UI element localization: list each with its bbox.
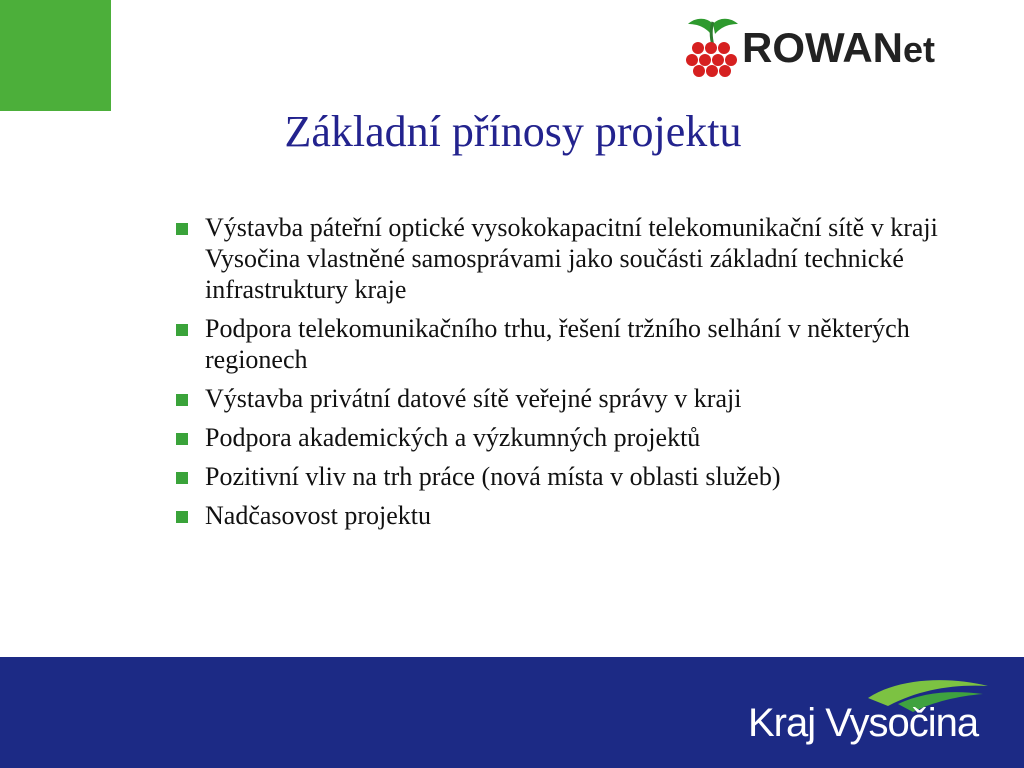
kraj-vysocina-text: Kraj Vysočina [748, 701, 979, 745]
rowanet-logo [684, 16, 1006, 80]
bullet-list [176, 212, 1006, 539]
bullet-item: Pozitivní vliv na trh práce (nová místa v oblasti služeb) [176, 461, 1006, 492]
bullet-item: Podpora akademických a výzkumných projektů [176, 422, 1006, 453]
square-bullet-icon [176, 223, 188, 235]
square-bullet-icon [176, 394, 188, 406]
square-bullet-icon [176, 433, 188, 445]
kraj-vysocina-logo [748, 676, 998, 756]
bullet-item: Podpora telekomunikačního trhu, řešení tržního selhání v některých regionech [176, 313, 1006, 375]
slide-title: Základní přínosy projektu [284, 107, 742, 156]
square-bullet-icon [176, 472, 188, 484]
square-bullet-icon [176, 511, 188, 523]
bullet-item: Výstavba privátní datové sítě veřejné správy v kraji [176, 383, 1006, 414]
bullet-item: Nadčasovost projektu [176, 500, 1006, 531]
corner-green-block [0, 0, 111, 111]
bullet-item: Výstavba páteřní optické vysokokapacitní telekomunikační sítě v kraji Vysočina vlastněné samosprávami jako součásti základní technické infrastruktury kraje [176, 212, 1006, 305]
rowan-berries-icon [684, 16, 742, 80]
square-bullet-icon [176, 324, 188, 336]
rowanet-logo-text: ROWANet [742, 24, 936, 71]
